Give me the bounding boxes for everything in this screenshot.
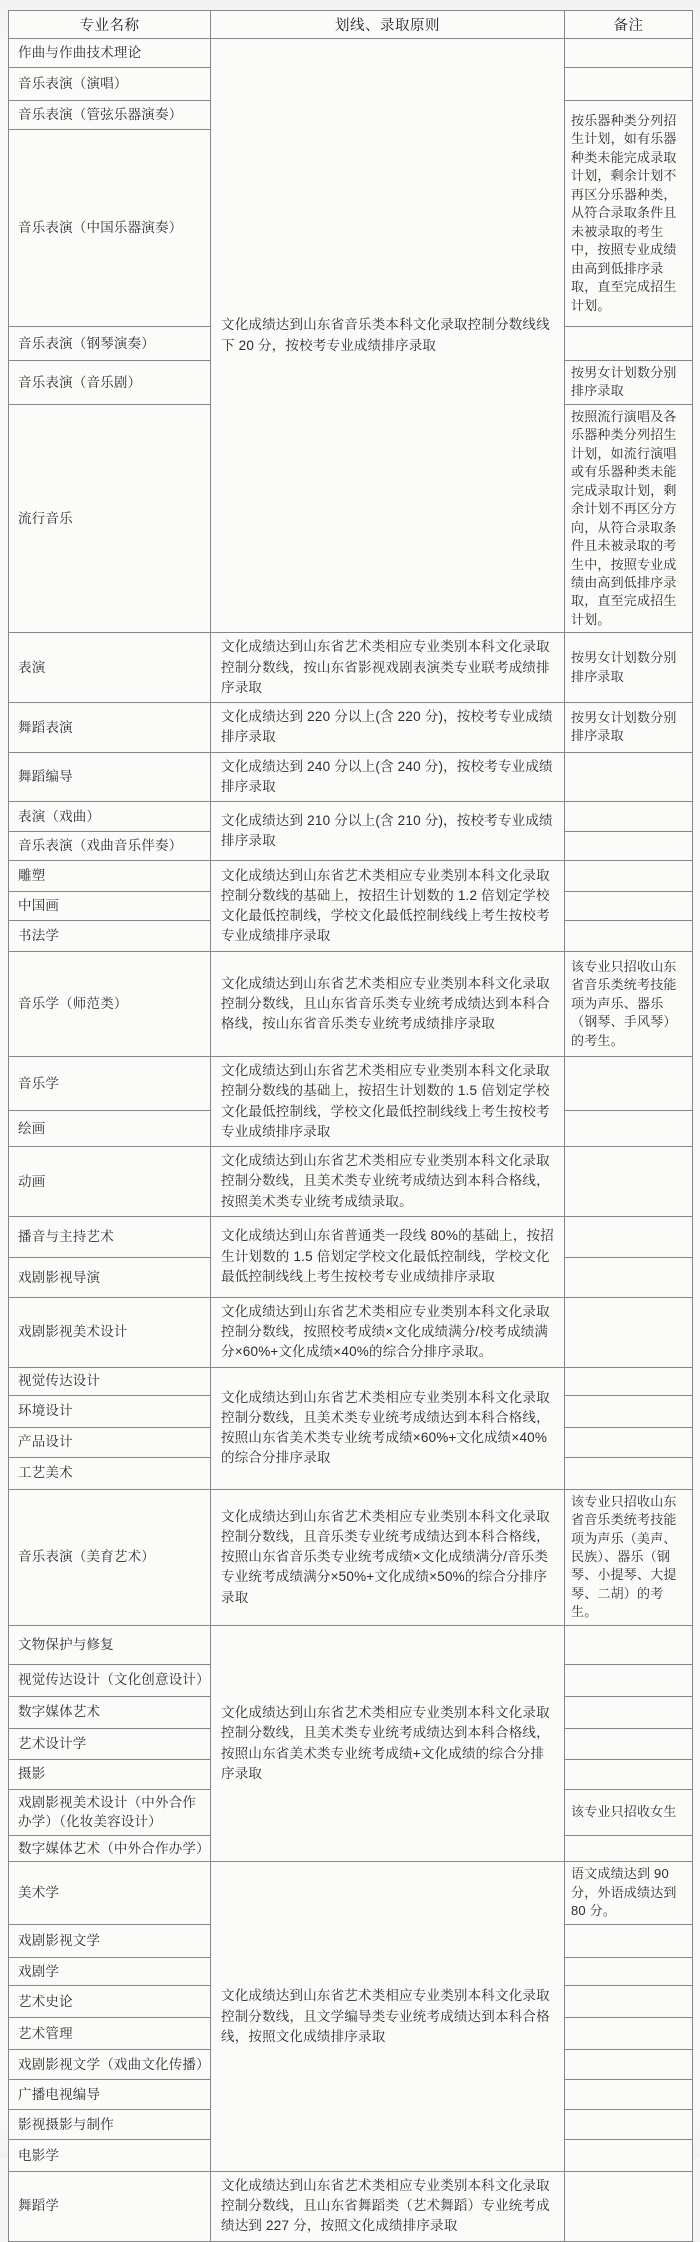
major-cell: 文物保护与修复 xyxy=(9,1625,211,1664)
principle-cell: 文化成绩达到山东省艺术类相应专业类别本科文化录取控制分数线，且音乐类专业统考成绩达到本科合格线，按照山东省音乐类专业统考成绩×文化成绩满分/音乐类专业统考成绩满分×50%+文化成绩×50%的综合分排序录取 xyxy=(211,1489,565,1625)
column-header-principle: 划线、录取原则 xyxy=(211,11,565,39)
major-cell: 艺术管理 xyxy=(9,2017,211,2049)
remark-cell xyxy=(565,832,693,861)
major-cell: 摄影 xyxy=(9,1759,211,1789)
major-cell: 音乐表演（管弦乐器演奏） xyxy=(9,101,211,130)
remark-cell: 该专业只招收女生 xyxy=(565,1789,693,1835)
remark-cell xyxy=(565,1216,693,1257)
major-cell: 艺术史论 xyxy=(9,1985,211,2017)
remark-cell xyxy=(565,68,693,101)
remark-cell: 按照流行演唱及各乐器种类分列招生计划，如流行演唱或有乐器种类未能完成录取计划，剩余计划不再区分方向，从符合录取条件且未被录取的考生中，按照专业成绩由高到低排序录取，直至完成招生计划。 xyxy=(565,404,693,632)
major-cell: 流行音乐 xyxy=(9,404,211,632)
principle-cell: 文化成绩达到山东省艺术类相应专业类别本科文化录取控制分数线，按山东省影视戏剧表演类专业联考成绩排序录取 xyxy=(211,633,565,703)
major-cell: 动画 xyxy=(9,1147,211,1217)
major-cell: 音乐表演（戏曲音乐伴奏） xyxy=(9,832,211,861)
table-row xyxy=(9,802,693,832)
table-row xyxy=(9,1367,693,1395)
major-cell: 产品设计 xyxy=(9,1427,211,1457)
remark-cell xyxy=(565,1664,693,1696)
remark-cell xyxy=(565,2171,693,2241)
table-row xyxy=(9,703,693,753)
remark-cell: 该专业只招收山东省音乐类统考技能项为声乐、器乐（钢琴、手风琴）的考生。 xyxy=(565,952,693,1057)
remark-cell xyxy=(565,1985,693,2017)
remark-cell xyxy=(565,1957,693,1985)
major-cell: 播音与主持艺术 xyxy=(9,1216,211,1257)
remark-cell xyxy=(565,1395,693,1427)
major-cell: 表演（戏曲） xyxy=(9,802,211,832)
remark-cell xyxy=(565,39,693,68)
major-cell: 舞蹈学 xyxy=(9,2171,211,2241)
remark-cell xyxy=(565,1147,693,1217)
remark-cell: 按男女计划数分别排序录取 xyxy=(565,703,693,753)
major-cell: 舞蹈表演 xyxy=(9,703,211,753)
major-cell: 工艺美术 xyxy=(9,1457,211,1489)
major-cell: 影视摄影与制作 xyxy=(9,2109,211,2139)
major-cell: 广播电视编导 xyxy=(9,2079,211,2109)
remark-cell xyxy=(565,1728,693,1759)
remark-cell xyxy=(565,1257,693,1297)
principle-cell: 文化成绩达到山东省艺术类相应专业类别本科文化录取控制分数线，且山东省舞蹈类（艺术舞蹈）专业统考成绩达到 227 分，按照文化成绩排序录取 xyxy=(211,2171,565,2241)
remark-cell xyxy=(565,2139,693,2171)
major-cell: 环境设计 xyxy=(9,1395,211,1427)
remark-cell xyxy=(565,1367,693,1395)
major-cell: 戏剧影视美术设计 xyxy=(9,1297,211,1367)
remark-cell xyxy=(565,2017,693,2049)
principle-cell: 文化成绩达到 210 分以上(含 210 分)，按校考专业成绩排序录取 xyxy=(211,802,565,861)
remark-cell: 按男女计划数分别排序录取 xyxy=(565,361,693,405)
remark-cell xyxy=(565,921,693,952)
remark-cell: 按男女计划数分别排序录取 xyxy=(565,633,693,703)
table-row xyxy=(9,1862,693,1924)
table-row xyxy=(9,633,693,703)
remark-cell xyxy=(565,1625,693,1664)
remark-cell xyxy=(565,892,693,921)
header-row xyxy=(9,11,693,39)
remark-cell xyxy=(565,1297,693,1367)
remark-cell: 该专业只招收山东省音乐类统考技能项为声乐（美声、民族）、器乐（钢琴、小提琴、大提琴、二胡）的考生。 xyxy=(565,1489,693,1625)
remark-cell xyxy=(565,1427,693,1457)
major-cell: 音乐学（师范类） xyxy=(9,952,211,1057)
major-cell: 书法学 xyxy=(9,921,211,952)
major-cell: 数字媒体艺术（中外合作办学） xyxy=(9,1835,211,1862)
remark-cell xyxy=(565,1759,693,1789)
major-cell: 戏剧影视文学 xyxy=(9,1924,211,1957)
remark-cell xyxy=(565,1835,693,1862)
table-row xyxy=(9,1147,693,1217)
table-row xyxy=(9,39,693,68)
principle-cell: 文化成绩达到山东省艺术类相应专业类别本科文化录取控制分数线的基础上，按招生计划数的 1.2 倍划定学校文化最低控制线，学校文化最低控制线线上考生按校考专业成绩排序录取 xyxy=(211,861,565,952)
major-cell: 雕塑 xyxy=(9,861,211,892)
table-row xyxy=(9,1625,693,1664)
remark-cell xyxy=(565,861,693,892)
major-cell: 作曲与作曲技术理论 xyxy=(9,39,211,68)
table-row xyxy=(9,2171,693,2241)
major-cell: 音乐表演（钢琴演奏） xyxy=(9,327,211,361)
principle-cell: 文化成绩达到山东省艺术类相应专业类别本科文化录取控制分数线，按照校考成绩×文化成绩满分/校考成绩满分×60%+文化成绩×40%的综合分排序录取。 xyxy=(211,1297,565,1367)
principle-cell: 文化成绩达到山东省艺术类相应专业类别本科文化录取控制分数线，且美术类专业统考成绩达到本科合格线，按照美术类专业统考成绩录取。 xyxy=(211,1147,565,1217)
remark-cell: 按乐器种类分列招生计划，如有乐器种类未能完成录取计划，剩余计划不再区分乐器种类，从符合录取条件且未被录取的考生中，按照专业成绩由高到低排序录取，直至完成招生计划。 xyxy=(565,101,693,327)
principle-cell: 文化成绩达到山东省艺术类相应专业类别本科文化录取控制分数线，且美术类专业统考成绩达到本科合格线，按照山东省美术类专业统考成绩×60%+文化成绩×40%的综合分排序录取 xyxy=(211,1367,565,1489)
table-row xyxy=(9,1297,693,1367)
remark-cell: 语文成绩达到 90 分，外语成绩达到 80 分。 xyxy=(565,1862,693,1924)
principle-cell: 文化成绩达到山东省艺术类相应专业类别本科文化录取控制分数线，且文学编导类专业统考成绩达到本科合格线，按照文化成绩排序录取 xyxy=(211,1862,565,2171)
remark-cell xyxy=(565,1110,693,1146)
principle-cell: 文化成绩达到山东省艺术类相应专业类别本科文化录取控制分数线，且美术类专业统考成绩达到本科合格线，按照山东省美术类专业统考成绩+文化成绩的综合分排序录取 xyxy=(211,1625,565,1862)
major-cell: 音乐表演（美育艺术） xyxy=(9,1489,211,1625)
major-cell: 戏剧影视美术设计（中外合作办学）（化妆美容设计） xyxy=(9,1789,211,1835)
major-cell: 音乐表演（音乐剧） xyxy=(9,361,211,405)
table-row xyxy=(9,1489,693,1625)
column-header-major: 专业名称 xyxy=(9,11,211,39)
major-cell: 音乐学 xyxy=(9,1057,211,1111)
major-cell: 视觉传达设计（文化创意设计） xyxy=(9,1664,211,1696)
principle-cell: 文化成绩达到 220 分以上(含 220 分)，按校考专业成绩排序录取 xyxy=(211,703,565,753)
remark-cell xyxy=(565,327,693,361)
remark-cell xyxy=(565,1057,693,1111)
remark-cell xyxy=(565,1924,693,1957)
admission-rules-table xyxy=(8,10,693,2242)
principle-cell: 文化成绩达到山东省艺术类相应专业类别本科文化录取控制分数线的基础上，按招生计划数的 1.5 倍划定学校文化最低控制线，学校文化最低控制线线上考生按校考专业成绩排序录取 xyxy=(211,1057,565,1147)
major-cell: 舞蹈编导 xyxy=(9,752,211,802)
major-cell: 美术学 xyxy=(9,1862,211,1924)
remark-cell xyxy=(565,2049,693,2079)
remark-cell xyxy=(565,1457,693,1489)
remark-cell xyxy=(565,752,693,802)
table-row xyxy=(9,752,693,802)
major-cell: 数字媒体艺术 xyxy=(9,1696,211,1728)
principle-cell: 文化成绩达到山东省普通类一段线 80%的基础上，按招生计划数的 1.5 倍划定学校文化最低控制线，学校文化最低控制线线上考生按校考专业成绩排序录取 xyxy=(211,1216,565,1297)
major-cell: 戏剧影视导演 xyxy=(9,1257,211,1297)
column-header-remark: 备注 xyxy=(565,11,693,39)
major-cell: 戏剧影视文学（戏曲文化传播） xyxy=(9,2049,211,2079)
major-cell: 视觉传达设计 xyxy=(9,1367,211,1395)
table-row xyxy=(9,1057,693,1111)
major-cell: 艺术设计学 xyxy=(9,1728,211,1759)
table-row xyxy=(9,1216,693,1257)
remark-cell xyxy=(565,2109,693,2139)
table-row xyxy=(9,952,693,1057)
remark-cell xyxy=(565,1696,693,1728)
principle-cell: 文化成绩达到山东省艺术类相应专业类别本科文化录取控制分数线，且山东省音乐类专业统考成绩达到本科合格线，按山东省音乐类专业统考成绩排序录取 xyxy=(211,952,565,1057)
major-cell: 音乐表演（中国乐器演奏） xyxy=(9,130,211,327)
major-cell: 音乐表演（演唱） xyxy=(9,68,211,101)
major-cell: 表演 xyxy=(9,633,211,703)
principle-cell: 文化成绩达到山东省音乐类本科文化录取控制分数线线下 20 分，按校考专业成绩排序录取 xyxy=(211,39,565,633)
remark-cell xyxy=(565,802,693,832)
major-cell: 绘画 xyxy=(9,1110,211,1146)
principle-cell: 文化成绩达到 240 分以上(含 240 分)，按校考专业成绩排序录取 xyxy=(211,752,565,802)
major-cell: 戏剧学 xyxy=(9,1957,211,1985)
major-cell: 电影学 xyxy=(9,2139,211,2171)
table-row xyxy=(9,861,693,892)
remark-cell xyxy=(565,2079,693,2109)
major-cell: 中国画 xyxy=(9,892,211,921)
